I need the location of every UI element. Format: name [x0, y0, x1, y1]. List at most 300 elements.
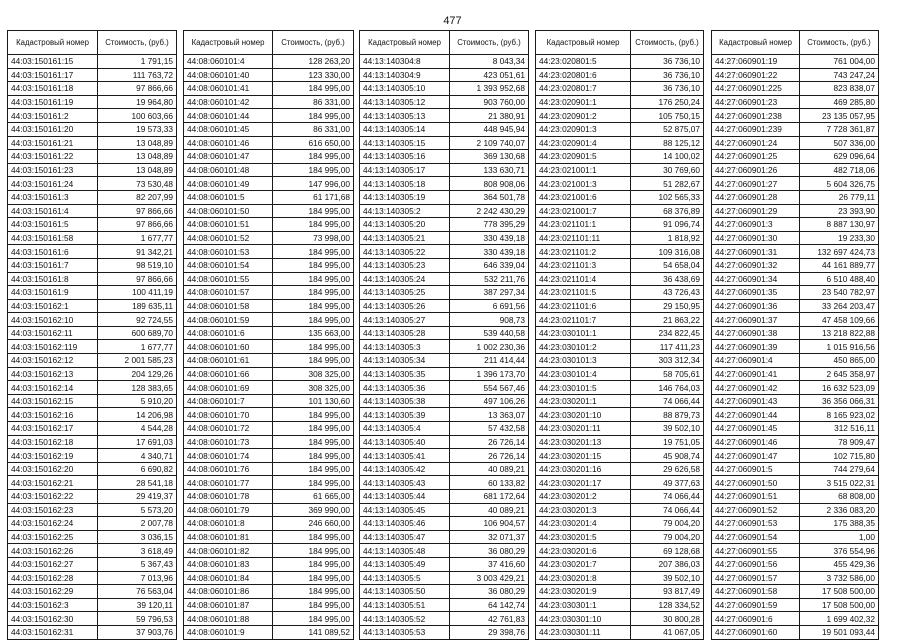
table-row: [184, 585, 354, 599]
cadastral-number-cell: 44:13:140305:49: [360, 557, 450, 571]
cadastral-number-cell: 44:08:060101:59: [184, 313, 273, 327]
table-row: [536, 408, 704, 422]
value-cell: 13 048,89: [98, 150, 177, 164]
table-row: [712, 231, 879, 245]
value-cell: 26 726,14: [450, 435, 529, 449]
table-row: [360, 68, 529, 82]
table-row: [184, 313, 354, 327]
value-cell: 6 690,82: [98, 462, 177, 476]
table-row: [184, 109, 354, 123]
table-row: [360, 122, 529, 136]
cadastral-number-cell: 44:27:060901:57: [712, 571, 800, 585]
table-row: [536, 204, 704, 218]
table-row: [8, 326, 177, 340]
cadastral-number-cell: 44:27:060901:3: [712, 218, 800, 232]
cadastral-number-cell: 44:27:060901:24: [712, 136, 800, 150]
value-cell: 184 995,00: [273, 585, 354, 599]
table-row: [536, 530, 704, 544]
table-row: [360, 408, 529, 422]
table-row: [184, 231, 354, 245]
value-cell: 29 150,95: [631, 299, 704, 313]
cadastral-number-cell: 44:08:060101:74: [184, 449, 273, 463]
table-row: [360, 136, 529, 150]
value-cell: 40 089,21: [450, 462, 529, 476]
cadastral-number-cell: 44:23:021101:4: [536, 272, 631, 286]
table-body: [184, 55, 354, 640]
value-cell: 36 736,10: [631, 82, 704, 96]
table-body: [712, 55, 879, 640]
cadastral-number-cell: 44:27:060901:52: [712, 503, 800, 517]
cadastral-number-cell: 44:08:060101:82: [184, 544, 273, 558]
cadastral-number-cell: 44:23:020901:3: [536, 122, 631, 136]
cadastral-number-cell: 44:08:060101:52: [184, 231, 273, 245]
table-row: [8, 449, 177, 463]
table-row: [8, 163, 177, 177]
header-value: Стоимость, (руб.): [800, 31, 879, 55]
table-row: [8, 68, 177, 82]
table-row: [184, 354, 354, 368]
value-cell: 184 995,00: [273, 340, 354, 354]
value-cell: 36 080,29: [450, 544, 529, 558]
cadastral-number-cell: 44:27:060901:56: [712, 557, 800, 571]
value-cell: 37 903,76: [98, 625, 177, 639]
value-cell: 3 003 429,21: [450, 571, 529, 585]
cadastral-number-cell: 44:13:140305:19: [360, 190, 450, 204]
table-row: [712, 625, 879, 639]
value-cell: 13 363,07: [450, 408, 529, 422]
value-cell: 117 411,23: [631, 340, 704, 354]
cadastral-number-cell: 44:08:060101:60: [184, 340, 273, 354]
table-row: [184, 557, 354, 571]
table-row: [360, 204, 529, 218]
value-cell: 204 129,26: [98, 367, 177, 381]
value-cell: 39 502,10: [631, 571, 704, 585]
value-cell: 36 080,29: [450, 585, 529, 599]
cadastral-number-cell: 44:03:150161:4: [8, 204, 98, 218]
cadastral-number-cell: 44:03:150161:23: [8, 163, 98, 177]
cadastral-number-cell: 44:13:140304:9: [360, 68, 450, 82]
table-row: [536, 612, 704, 626]
header-cadastral-number: Кадастровый номер: [360, 31, 450, 55]
table-row: [184, 625, 354, 639]
value-cell: 184 995,00: [273, 245, 354, 259]
cadastral-number-cell: 44:13:140305:47: [360, 530, 450, 544]
value-cell: 646 339,04: [450, 258, 529, 272]
table-row: [536, 313, 704, 327]
cadastral-number-cell: 44:03:150162:15: [8, 394, 98, 408]
value-cell: 184 995,00: [273, 422, 354, 436]
table-row: [536, 394, 704, 408]
table-row: [536, 109, 704, 123]
table-row: [360, 612, 529, 626]
table-row: [712, 598, 879, 612]
value-cell: 21 380,91: [450, 109, 529, 123]
table-row: [536, 544, 704, 558]
header-value: Стоимость, (руб.): [631, 31, 704, 55]
table-row: [184, 204, 354, 218]
value-cell: 808 908,06: [450, 177, 529, 191]
value-cell: 36 356 066,31: [800, 394, 879, 408]
cadastral-number-cell: 44:03:150161:9: [8, 286, 98, 300]
cadastral-number-cell: 44:03:150162:22: [8, 490, 98, 504]
cadastral-number-cell: 44:13:140305:3: [360, 340, 450, 354]
cadastral-number-cell: 44:23:030101:4: [536, 367, 631, 381]
table-row: [360, 422, 529, 436]
cadastral-number-cell: 44:08:060101:50: [184, 204, 273, 218]
table-row: [536, 150, 704, 164]
value-cell: 7 013,96: [98, 571, 177, 585]
value-cell: 1 015 916,56: [800, 340, 879, 354]
cadastral-number-cell: 44:27:060901:6: [712, 612, 800, 626]
cadastral-number-cell: 44:27:060901:5: [712, 462, 800, 476]
table-row: [536, 218, 704, 232]
value-cell: 132 697 424,73: [800, 245, 879, 259]
cadastral-number-cell: 44:23:020801:5: [536, 55, 631, 69]
cadastral-tables: [0, 30, 905, 638]
value-cell: 13 048,89: [98, 163, 177, 177]
cadastral-number-cell: 44:27:060901:27: [712, 177, 800, 191]
value-cell: 128 263,20: [273, 55, 354, 69]
value-cell: 184 995,00: [273, 204, 354, 218]
cadastral-number-cell: 44:23:021101:7: [536, 313, 631, 327]
table-row: [536, 367, 704, 381]
value-cell: 5 604 326,75: [800, 177, 879, 191]
table-row: [712, 190, 879, 204]
cadastral-number-cell: 44:13:140305:5: [360, 571, 450, 585]
cadastral-number-cell: 44:08:060101:9: [184, 625, 273, 639]
table-row: [8, 367, 177, 381]
cadastral-number-cell: 44:03:150161:7: [8, 258, 98, 272]
table-row: [184, 381, 354, 395]
value-cell: 102 715,80: [800, 449, 879, 463]
value-cell: 54 658,04: [631, 258, 704, 272]
cadastral-number-cell: 44:23:020801:6: [536, 68, 631, 82]
table-row: [360, 313, 529, 327]
table-row: [360, 95, 529, 109]
value-cell: 92 724,55: [98, 313, 177, 327]
value-cell: 133 630,71: [450, 163, 529, 177]
cadastral-number-cell: 44:03:150161:18: [8, 82, 98, 96]
value-cell: 184 995,00: [273, 598, 354, 612]
table-row: [8, 150, 177, 164]
cadastral-number-cell: 44:13:140305:38: [360, 394, 450, 408]
table-row: [8, 503, 177, 517]
cadastral-number-cell: 44:13:140305:41: [360, 449, 450, 463]
cadastral-number-cell: 44:27:060901:239: [712, 122, 800, 136]
cadastral-number-cell: 44:03:150162:119: [8, 340, 98, 354]
cadastral-number-cell: 44:23:030201:16: [536, 462, 631, 476]
table-row: [8, 354, 177, 368]
value-cell: 455 429,36: [800, 557, 879, 571]
value-cell: 17 508 500,00: [800, 598, 879, 612]
value-cell: 26 779,11: [800, 190, 879, 204]
table-row: [184, 598, 354, 612]
table-row: [360, 381, 529, 395]
value-cell: 61 171,68: [273, 190, 354, 204]
table-header-row: [360, 31, 529, 55]
table-row: [184, 340, 354, 354]
table-row: [712, 313, 879, 327]
table-row: [184, 82, 354, 96]
table-row: [184, 163, 354, 177]
value-cell: 189 635,11: [98, 299, 177, 313]
value-cell: 51 282,67: [631, 177, 704, 191]
value-cell: 36 736,10: [631, 55, 704, 69]
value-cell: 1 699 402,32: [800, 612, 879, 626]
value-cell: 184 995,00: [273, 258, 354, 272]
table-row: [712, 490, 879, 504]
table-row: [360, 177, 529, 191]
table-row: [712, 150, 879, 164]
cadastral-number-cell: 44:08:060101:69: [184, 381, 273, 395]
cadastral-number-cell: 44:08:060101:79: [184, 503, 273, 517]
table-row: [8, 435, 177, 449]
cadastral-number-cell: 44:08:060101:6: [184, 326, 273, 340]
table-row: [8, 585, 177, 599]
cadastral-number-cell: 44:27:060901:37: [712, 313, 800, 327]
cadastral-number-cell: 44:08:060101:70: [184, 408, 273, 422]
header-value: Стоимость, (руб.): [450, 31, 529, 55]
cadastral-number-cell: 44:27:060901:41: [712, 367, 800, 381]
table-row: [536, 231, 704, 245]
value-cell: 14 206,98: [98, 408, 177, 422]
table-row: [184, 367, 354, 381]
value-cell: 43 726,43: [631, 286, 704, 300]
table-row: [712, 544, 879, 558]
cadastral-number-cell: 44:13:140305:26: [360, 299, 450, 313]
cadastral-number-cell: 44:08:060101:55: [184, 272, 273, 286]
value-cell: 184 995,00: [273, 557, 354, 571]
value-cell: 28 541,18: [98, 476, 177, 490]
value-cell: 19 751,05: [631, 435, 704, 449]
value-cell: 97 866,66: [98, 272, 177, 286]
table-row: [360, 272, 529, 286]
table-row: [8, 136, 177, 150]
cadastral-number-cell: 44:13:140305:51: [360, 598, 450, 612]
value-cell: 3 515 022,31: [800, 476, 879, 490]
cadastral-number-cell: 44:27:060901:54: [712, 530, 800, 544]
value-cell: 73 530,48: [98, 177, 177, 191]
cadastral-number-cell: 44:13:140304:8: [360, 55, 450, 69]
table-row: [8, 612, 177, 626]
table-row: [536, 435, 704, 449]
value-cell: 86 331,00: [273, 95, 354, 109]
value-cell: 23 135 057,95: [800, 109, 879, 123]
table-row: [184, 122, 354, 136]
table-row: [712, 95, 879, 109]
cadastral-number-cell: 44:03:150161:8: [8, 272, 98, 286]
table-row: [712, 340, 879, 354]
table-row: [536, 82, 704, 96]
value-cell: 37 416,60: [450, 557, 529, 571]
table-row: [8, 557, 177, 571]
cadastral-number-cell: 44:08:060101:86: [184, 585, 273, 599]
table-row: [712, 258, 879, 272]
cadastral-number-cell: 44:08:060101:4: [184, 55, 273, 69]
cadastral-number-cell: 44:03:150162:18: [8, 435, 98, 449]
cadastral-number-cell: 44:03:150162:11: [8, 326, 98, 340]
value-cell: 450 865,00: [800, 354, 879, 368]
value-cell: 64 142,74: [450, 598, 529, 612]
table-row: [360, 435, 529, 449]
cadastral-table: [359, 30, 529, 640]
value-cell: 39 502,10: [631, 422, 704, 436]
table-row: [536, 598, 704, 612]
value-cell: 8 043,34: [450, 55, 529, 69]
cadastral-number-cell: 44:08:060101:45: [184, 122, 273, 136]
cadastral-number-cell: 44:03:150162:1: [8, 299, 98, 313]
table-row: [712, 204, 879, 218]
cadastral-number-cell: 44:03:150162:21: [8, 476, 98, 490]
cadastral-number-cell: 44:13:140305:15: [360, 136, 450, 150]
table-row: [8, 598, 177, 612]
cadastral-number-cell: 44:03:150161:58: [8, 231, 98, 245]
cadastral-number-cell: 44:13:140305:40: [360, 435, 450, 449]
value-cell: 135 663,00: [273, 326, 354, 340]
value-cell: 17 508 500,00: [800, 585, 879, 599]
value-cell: 74 066,44: [631, 490, 704, 504]
value-cell: 554 567,46: [450, 381, 529, 395]
table-row: [712, 68, 879, 82]
value-cell: 26 726,14: [450, 449, 529, 463]
value-cell: 123 330,00: [273, 68, 354, 82]
value-cell: 100 603,66: [98, 109, 177, 123]
table-row: [536, 557, 704, 571]
cadastral-number-cell: 44:27:060901:42: [712, 381, 800, 395]
table-row: [536, 571, 704, 585]
table-row: [360, 258, 529, 272]
table-row: [360, 367, 529, 381]
table-header-row: [536, 31, 704, 55]
value-cell: 100 411,19: [98, 286, 177, 300]
table-row: [712, 503, 879, 517]
value-cell: 629 096,64: [800, 150, 879, 164]
value-cell: 76 563,04: [98, 585, 177, 599]
cadastral-number-cell: 44:08:060101:58: [184, 299, 273, 313]
cadastral-number-cell: 44:13:140305:24: [360, 272, 450, 286]
cadastral-number-cell: 44:08:060101:51: [184, 218, 273, 232]
table-row: [712, 367, 879, 381]
cadastral-number-cell: 44:08:060101:53: [184, 245, 273, 259]
table-row: [712, 326, 879, 340]
value-cell: 79 004,20: [631, 517, 704, 531]
value-cell: 128 383,65: [98, 381, 177, 395]
value-cell: 29 626,58: [631, 462, 704, 476]
table-row: [536, 462, 704, 476]
table-row: [360, 150, 529, 164]
table-row: [536, 326, 704, 340]
cadastral-number-cell: 44:08:060101:46: [184, 136, 273, 150]
value-cell: 744 279,64: [800, 462, 879, 476]
table-row: [184, 286, 354, 300]
value-cell: 30 800,28: [631, 612, 704, 626]
table-row: [184, 245, 354, 259]
value-cell: 364 501,78: [450, 190, 529, 204]
table-row: [536, 354, 704, 368]
cadastral-number-cell: 44:03:150162:28: [8, 571, 98, 585]
table-row: [536, 585, 704, 599]
value-cell: 41 067,05: [631, 625, 704, 639]
table-row: [184, 394, 354, 408]
cadastral-number-cell: 44:13:140305:52: [360, 612, 450, 626]
cadastral-number-cell: 44:08:060101:49: [184, 177, 273, 191]
table-row: [712, 612, 879, 626]
table-row: [536, 476, 704, 490]
cadastral-number-cell: 44:27:060901:31: [712, 245, 800, 259]
table-row: [536, 503, 704, 517]
value-cell: 106 904,57: [450, 517, 529, 531]
cadastral-number-cell: 44:13:140305:39: [360, 408, 450, 422]
cadastral-table: [183, 30, 354, 640]
value-cell: 184 995,00: [273, 530, 354, 544]
cadastral-number-cell: 44:27:060901:34: [712, 272, 800, 286]
table-row: [536, 381, 704, 395]
cadastral-number-cell: 44:23:030101:2: [536, 340, 631, 354]
cadastral-number-cell: 44:03:150162:17: [8, 422, 98, 436]
table-row: [360, 571, 529, 585]
cadastral-number-cell: 44:23:021101:1: [536, 218, 631, 232]
cadastral-number-cell: 44:23:021101:5: [536, 286, 631, 300]
table-row: [712, 408, 879, 422]
value-cell: 184 995,00: [273, 218, 354, 232]
value-cell: 2 645 358,97: [800, 367, 879, 381]
table-row: [8, 462, 177, 476]
table-row: [8, 394, 177, 408]
table-row: [536, 286, 704, 300]
cadastral-number-cell: 44:13:140305:36: [360, 381, 450, 395]
value-cell: 88 125,12: [631, 136, 704, 150]
value-cell: 448 945,94: [450, 122, 529, 136]
cadastral-number-cell: 44:27:060901:55: [712, 544, 800, 558]
value-cell: 234 822,45: [631, 326, 704, 340]
table-row: [8, 381, 177, 395]
value-cell: 184 995,00: [273, 82, 354, 96]
table-row: [712, 394, 879, 408]
table-row: [8, 177, 177, 191]
table-row: [536, 340, 704, 354]
table-row: [360, 354, 529, 368]
table-row: [8, 204, 177, 218]
table-row: [536, 122, 704, 136]
value-cell: 42 761,83: [450, 612, 529, 626]
table-row: [360, 326, 529, 340]
cadastral-number-cell: 44:08:060101:7: [184, 394, 273, 408]
cadastral-number-cell: 44:13:140305:44: [360, 490, 450, 504]
table-row: [184, 422, 354, 436]
table-row: [360, 245, 529, 259]
cadastral-number-cell: 44:08:060101:84: [184, 571, 273, 585]
cadastral-number-cell: 44:23:030201:9: [536, 585, 631, 599]
header-value: Стоимость, (руб.): [98, 31, 177, 55]
value-cell: 93 817,49: [631, 585, 704, 599]
cadastral-number-cell: 44:27:060901:38: [712, 326, 800, 340]
value-cell: 57 432,58: [450, 422, 529, 436]
table-row: [360, 299, 529, 313]
value-cell: 184 995,00: [273, 435, 354, 449]
cadastral-number-cell: 44:08:060101:87: [184, 598, 273, 612]
table-row: [360, 82, 529, 96]
value-cell: 32 071,37: [450, 530, 529, 544]
cadastral-number-cell: 44:03:150162:10: [8, 313, 98, 327]
value-cell: 58 705,61: [631, 367, 704, 381]
cadastral-number-cell: 44:03:150162:19: [8, 449, 98, 463]
value-cell: 207 386,03: [631, 557, 704, 571]
cadastral-number-cell: 44:23:030101:1: [536, 326, 631, 340]
cadastral-number-cell: 44:23:030201:6: [536, 544, 631, 558]
table-row: [712, 435, 879, 449]
table-row: [184, 517, 354, 531]
table-row: [184, 136, 354, 150]
